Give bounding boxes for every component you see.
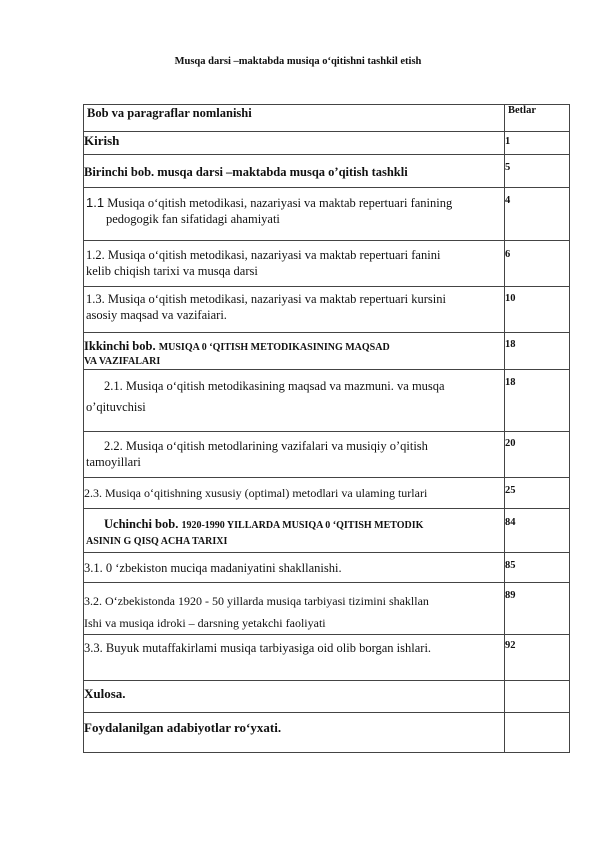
toc-entry-page: 20	[505, 432, 570, 478]
toc-entry-prefix: Ikkinchi bob.	[84, 339, 159, 353]
table-row	[84, 635, 570, 681]
toc-header-title: Bob va paragraflar nomlanishi	[84, 105, 505, 132]
toc-entry-title: Kirish	[84, 132, 505, 155]
toc-entry-title: Birinchi bob. musqa darsi –maktabda musqa o’qitish tashkli	[84, 155, 505, 188]
table-row	[84, 241, 570, 287]
toc-header-pages: Betlar	[505, 105, 570, 132]
toc-entry-title	[84, 287, 505, 333]
toc-entry-title: Xulosa.	[84, 681, 505, 713]
toc-entry-page: 18	[505, 370, 570, 432]
toc-entry-title	[84, 432, 505, 478]
table-row	[84, 188, 570, 241]
table-row	[84, 132, 570, 155]
toc-entry-title: Foydalanilgan adabiyotlar ro‘yxati.	[84, 713, 505, 753]
document-title: Musqa darsi –maktabda musiqa o‘qitishni tashkil etish	[174, 56, 422, 67]
table-row	[84, 432, 570, 478]
toc-entry-title	[84, 583, 505, 635]
toc-entry-title	[84, 188, 505, 241]
toc-entry-line1: MUSIQA 0 ‘QITISH METODIKASINING MAQSAD	[158, 342, 390, 353]
toc-entry-title	[84, 509, 505, 553]
toc-entry-page: 4	[505, 188, 570, 241]
toc-entry-title	[84, 370, 505, 432]
table-row	[84, 681, 570, 713]
toc-entry-line1: 1.3. Musiqa o‘qitish metodikasi, nazariyasi va maktab repertuari kursini	[86, 292, 446, 306]
toc-entry-page: 25	[505, 478, 570, 509]
table-row	[84, 509, 570, 553]
toc-entry-line2: ASININ G QISQ ACHA TARIXI	[86, 536, 228, 547]
toc-entry-title: 2.3. Musiqa o‘qitishning xususiy (optimal) metodlari va ulaming turlari	[84, 478, 505, 509]
table-row	[84, 583, 570, 635]
toc-entry-title: 3.3. Buyuk mutaffakirlami musiqa tarbiyasiga oid olib borgan ishlari.	[84, 635, 505, 681]
toc-entry-line2: o’qituvchisi	[86, 400, 146, 414]
toc-entry-line2: asosiy maqsad va vazifaiari.	[86, 308, 227, 322]
toc-entry-page: 18	[505, 333, 570, 370]
toc-entry-number: 1.1	[86, 195, 105, 210]
toc-header-row	[84, 105, 570, 132]
toc-entry-line2: pedogogik fan sifatidagi ahamiyati	[106, 212, 280, 226]
toc-entry-title	[84, 241, 505, 287]
toc-entry-line1: 2.2. Musiqa o‘qitish metodlarining vazifalari va musiqiy o’qitish	[104, 439, 428, 453]
toc-entry-page: 92	[505, 635, 570, 681]
toc-entry-page: 5	[505, 155, 570, 188]
table-row	[84, 155, 570, 188]
toc-entry-page	[505, 681, 570, 713]
toc-entry-line2: Ishi va musiqa idroki – darsning yetakchi faoliyati	[84, 616, 326, 630]
toc-entry-page: 10	[505, 287, 570, 333]
toc-entry-line1: Musiqa o‘qitish metodikasi, nazariyasi va maktab repertuari fanining	[104, 196, 453, 210]
toc-entry-page	[505, 713, 570, 753]
toc-entry-title	[84, 333, 505, 370]
toc-entry-prefix: Uchinchi bob.	[104, 517, 182, 531]
toc-entry-line1: 1.2. Musiqa o‘qitish metodikasi, nazariyasi va maktab repertuari fanini	[86, 248, 441, 262]
toc-entry-line1: 2.1. Musiqa o‘qitish metodikasining maqsad va mazmuni. va musqa	[104, 379, 445, 393]
toc-entry-line2: tamoyillari	[86, 455, 141, 469]
toc-entry-line2: VA VAZIFALARI	[84, 356, 161, 367]
table-row	[84, 713, 570, 753]
toc-entry-line1: 1920-1990 YILLARDA MUSIQA 0 ‘QITISH METODIK	[181, 520, 424, 531]
table-of-contents	[83, 104, 570, 753]
toc-entry-page: 84	[505, 509, 570, 553]
toc-entry-page: 89	[505, 583, 570, 635]
toc-entry-page: 85	[505, 553, 570, 583]
toc-entry-line2: kelib chiqish tarixi va musqa darsi	[86, 264, 258, 278]
toc-entry-line1: 3.2. O‘zbekistonda 1920 - 50 yillarda musiqa tarbiyasi tizimini shakllan	[84, 594, 429, 608]
table-row	[84, 370, 570, 432]
toc-entry-page: 6	[505, 241, 570, 287]
table-row	[84, 553, 570, 583]
toc-entry-title: 3.1. 0 ‘zbekiston muciqa madaniyatini shakllanishi.	[84, 553, 505, 583]
toc-entry-page: 1	[505, 132, 570, 155]
table-row	[84, 333, 570, 370]
table-row	[84, 287, 570, 333]
table-row	[84, 478, 570, 509]
